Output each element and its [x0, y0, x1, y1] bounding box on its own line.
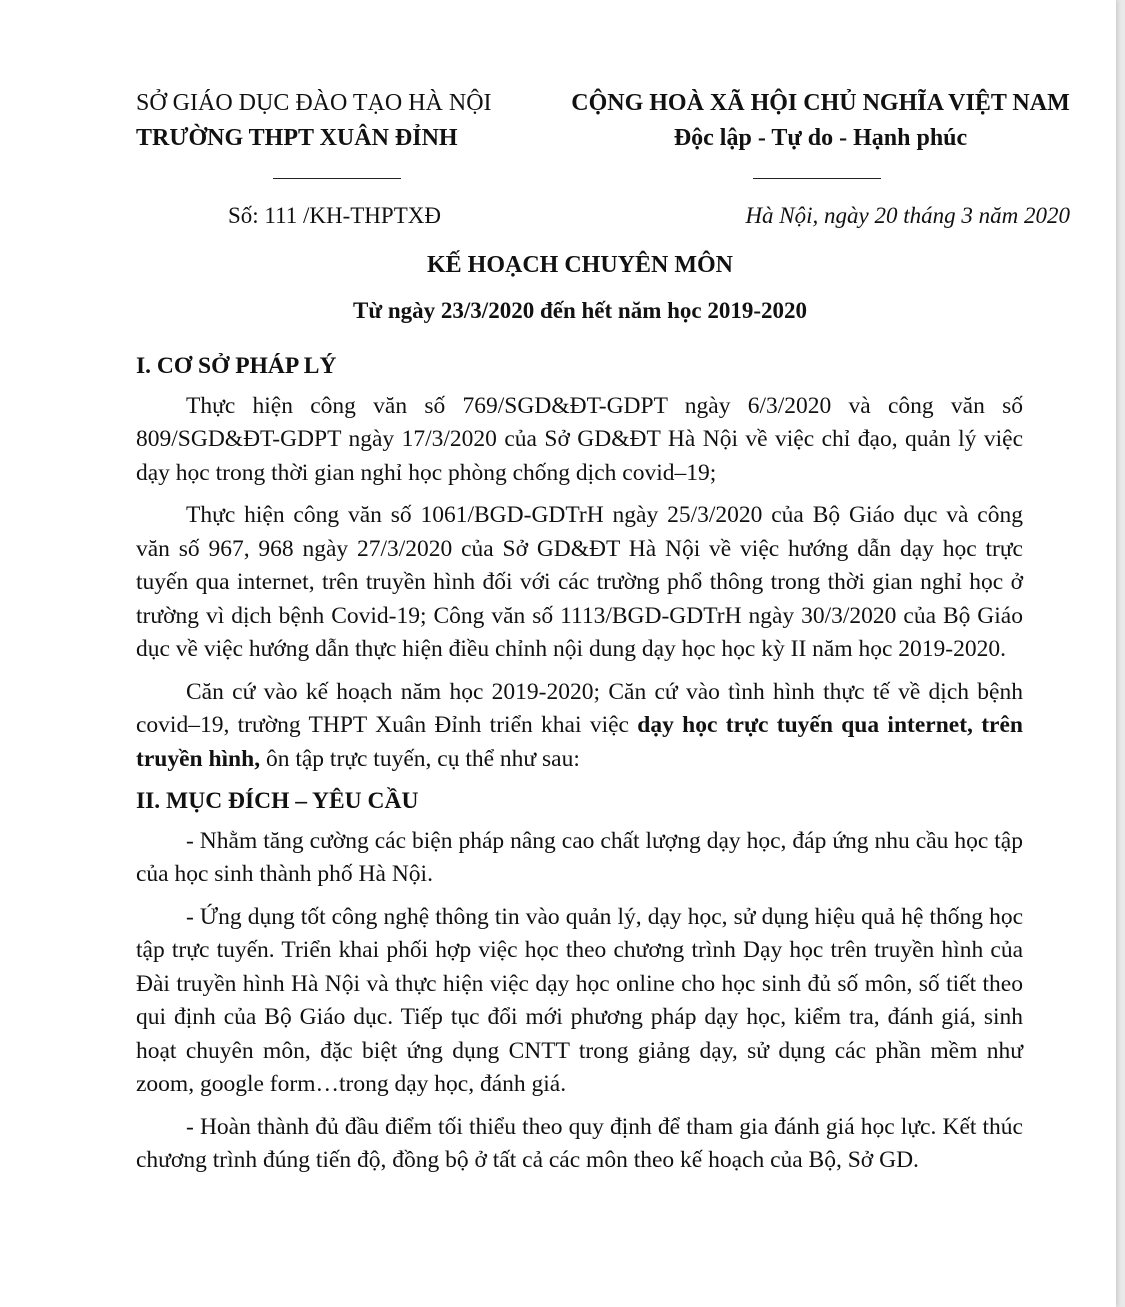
paragraph: - Nhằm tăng cường các biện pháp nâng cao chất lượng dạy học, đáp ứng nhu cầu học tập của học sinh thành phố Hà Nội. — [136, 827, 1023, 887]
header-left — [136, 86, 536, 156]
ministry-name: SỞ GIÁO DỤC ĐÀO TẠO HÀ NỘI — [136, 90, 492, 116]
country-name: CỘNG HOÀ XÃ HỘI CHỦ NGHĨA VIỆT NAM — [571, 90, 1070, 116]
paragraph: - Ứng dụng tốt công nghệ thông tin vào quản lý, dạy học, sử dụng hiệu quả hệ thống học tập trực tuyến. Triển khai phối hợp việc học theo chương trình Dạy học trên truyền hình của Đài truyền hình Hà Nội và thực hiện việc dạy học online cho học sinh đủ số môn, số tiết theo qui định của Bộ Giáo dục. Tiếp tục đổi mới phương pháp dạy học, kiểm tra, đánh giá, sinh hoạt chuyên môn, đặc biệt ứng dụng CNTT trong giảng dạy, sử dụng các phần mềm như zoom, google form…trong dạy học, đánh giá. — [136, 903, 1023, 1097]
paragraph — [136, 676, 1023, 777]
paragraph: - Hoàn thành đủ đầu điểm tối thiểu theo quy định để tham gia đánh giá học lực. Kết thúc chương trình đúng tiến độ, đồng bộ ở tất cả các môn theo kế hoạch của Bộ, Sở GD. — [136, 1113, 1023, 1173]
document-date: Hà Nội, ngày 20 tháng 3 năm 2020 — [745, 203, 1070, 228]
paragraph: Thực hiện công văn số 1061/BGD-GDTrH ngày 25/3/2020 của Bộ Giáo dục và công văn số 967, 968 ngày 27/3/2020 của Sở GD&ĐT Hà Nội về việc hướng dẫn dạy học trực tuyến qua internet, trên truyền hình đối với các trường phổ thông trong thời gian nghỉ học ở trường vì dịch bệnh Covid-19; Công văn số 1113/BGD-GDTrH ngày 30/3/2020 của Bộ Giáo dục về việc hướng dẫn thực hiện điều chỉnh nội dung dạy học học kỳ II năm học 2019-2020. — [136, 502, 1023, 662]
paragraph: Thực hiện công văn số 769/SGD&ĐT-GDPT ngày 6/3/2020 và công văn số 809/SGD&ĐT-GDPT ngày 17/3/2020 của Sở GD&ĐT Hà Nội về việc chỉ đạo, quản lý việc dạy học trong thời gian nghỉ học phòng chống dịch covid–19; — [136, 392, 1023, 486]
paragraph-text: ôn tập trực tuyến, cụ thể như sau: — [260, 745, 580, 772]
school-name: TRƯỜNG THPT XUÂN ĐỈNH — [136, 125, 458, 151]
paragraph-text: Căn cứ vào kế hoạch năm học 2019-2020; Căn cứ vào tình hình thực tế về dịch bệnh covid–19, trường THPT Xuân Đỉnh triển khai việc — [136, 678, 1023, 738]
document-number: Số: 111 /KH-THPTXĐ — [228, 203, 441, 228]
document-title: KẾ HOẠCH CHUYÊN MÔN — [427, 252, 733, 278]
section-heading-legal-basis: I. CƠ SỞ PHÁP LÝ — [136, 353, 337, 379]
header-underline-right — [753, 178, 881, 179]
paragraph-bold-text: dạy học trực tuyến qua internet, trên truyền hình, — [136, 712, 1023, 772]
header-right — [563, 86, 1078, 156]
document-body — [136, 350, 1023, 1187]
header-underline-left — [273, 178, 401, 179]
document-subtitle: Từ ngày 23/3/2020 đến hết năm học 2019-2020 — [352, 298, 808, 323]
section-heading-purpose: II. MỤC ĐÍCH – YÊU CẦU — [136, 788, 419, 814]
national-motto: Độc lập - Tự do - Hạnh phúc — [673, 125, 968, 151]
